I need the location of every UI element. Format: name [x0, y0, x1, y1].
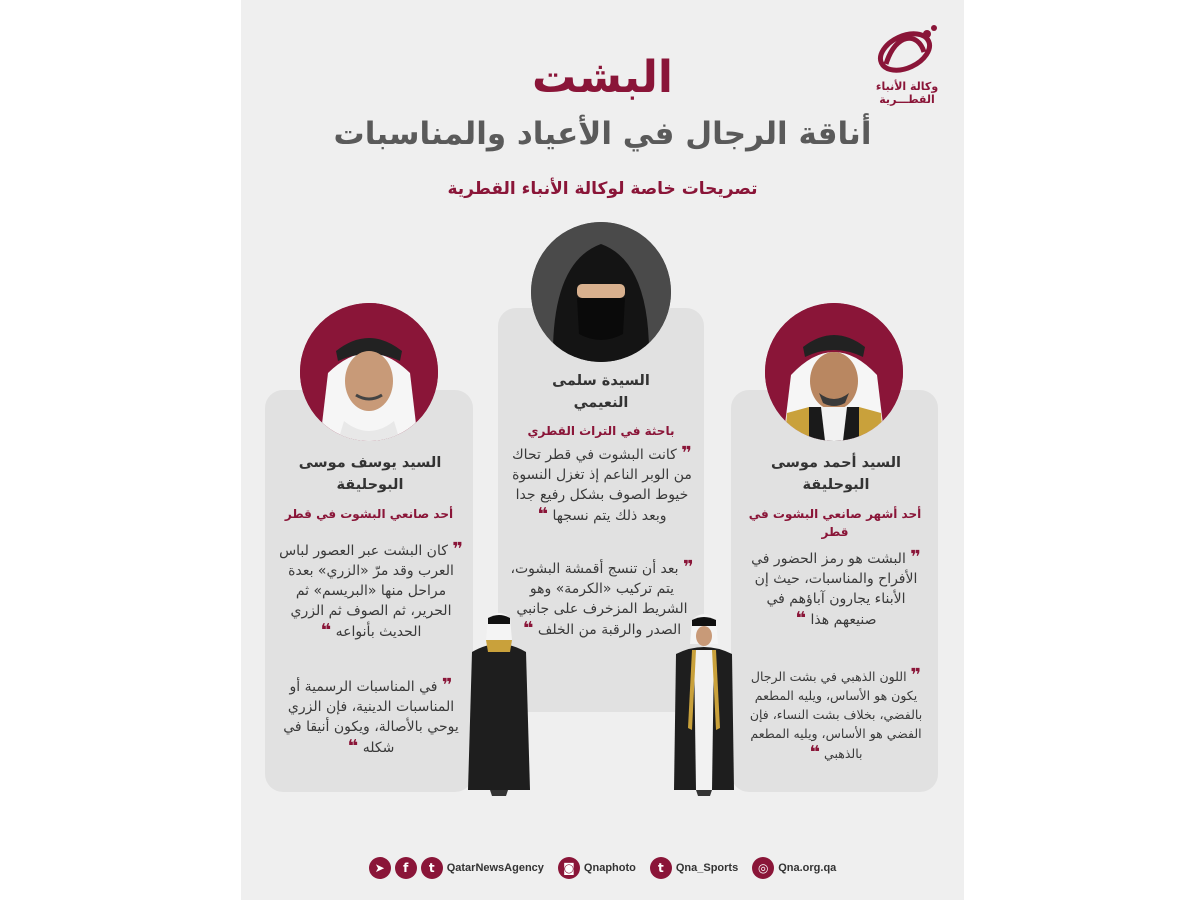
- right-quote-1-text: البشت هو رمز الحضور في الأفراح والمناسبات، حيث إن الأبناء يجارون آباؤهم في صنيعهم هذا: [751, 551, 918, 628]
- right-name-line2: البوحليقة: [802, 477, 870, 493]
- right-quote-2-text: اللون الذهبي في بشت الرجال يكون هو الأساس، ويليه المطعم بالفضي، بخلاف بشت النساء، فإن الفضي هو الأساس، ويليه المطعم بالذهبي: [749, 669, 923, 761]
- facebook-icon[interactable]: f: [395, 857, 417, 879]
- footer-group-photo[interactable]: [558, 857, 636, 879]
- left-person-name: [275, 452, 465, 496]
- bisht-back-icon: [466, 610, 532, 796]
- quote-mark-open-icon: ❞: [452, 539, 463, 560]
- bisht-front-figure: [672, 610, 736, 796]
- center-quote-2-text: بعد أن تنسج أقمشة البشوت، يتم تركيب «الكرمة» وهو الشريط المزخرف على جانبي الصدر والرقبة من الخلف: [510, 561, 688, 638]
- logo-text-line2: القطـــرية: [879, 93, 935, 106]
- quote-mark-open-icon: ❞: [441, 675, 453, 696]
- portrait-left: [300, 303, 438, 441]
- twitter-icon[interactable]: t: [421, 857, 443, 879]
- left-quote-2-text: في المناسبات الرسمية أو المناسبات الدينية، فإن الزري يوحي بالأصالة، ويكون أنيقا في شكله: [283, 679, 459, 756]
- bisht-back-figure: [466, 610, 532, 796]
- center-person-role: باحثة في التراث القطري: [527, 424, 675, 438]
- center-quote-1-text: كانت البشوت في قطر تحاك من الوبر الناعم إذ تغزل النسوة خيوط الصوف بشكل رفيع جدا وبعد ذلك يتم نسجها: [512, 447, 692, 524]
- center-person-name: [508, 370, 694, 414]
- website-link[interactable]: Qna.org.qa: [778, 862, 837, 874]
- telegram-icon[interactable]: ➤: [369, 857, 391, 879]
- left-name-line2: البوحليقة: [336, 477, 404, 493]
- bisht-front-icon: [672, 610, 736, 796]
- right-quote-1: [744, 548, 928, 630]
- page-subtitle: أناقة الرجال في الأعياد والمناسبات: [333, 116, 872, 152]
- page-title: البشت: [532, 52, 673, 103]
- quote-mark-open-icon: ❞: [682, 557, 694, 578]
- woman-portrait-icon: [531, 222, 671, 362]
- quote-mark-open-icon: ❞: [910, 547, 921, 568]
- footer-group-sports[interactable]: [650, 857, 738, 879]
- quote-mark-close-icon: ❝: [522, 618, 534, 639]
- quote-mark-close-icon: ❝: [537, 504, 549, 525]
- footer-group-website[interactable]: [752, 857, 836, 879]
- left-quote-2: [278, 676, 464, 758]
- twitter-icon[interactable]: t: [650, 857, 672, 879]
- right-person-role: أحد أشهر صانعي البشوت في قطر: [748, 507, 922, 539]
- right-person-name: [741, 452, 931, 496]
- quote-mark-close-icon: ❝: [347, 736, 359, 757]
- quote-mark-open-icon: ❞: [910, 665, 922, 686]
- right-name-line1: السيد أحمد موسى: [770, 455, 902, 471]
- man-portrait-icon: [300, 303, 438, 441]
- logo-text-line1: وكالة الأنباء: [875, 80, 939, 93]
- left-name-line1: السيد يوسف موسى: [298, 455, 442, 471]
- quote-mark-open-icon: ❞: [681, 443, 692, 464]
- center-quote-2: [508, 558, 696, 640]
- portrait-right: [765, 303, 903, 441]
- right-quote-2: [740, 666, 932, 763]
- page-tagline: تصريحات خاصة لوكالة الأنباء القطرية: [447, 179, 758, 199]
- quote-mark-close-icon: ❝: [320, 620, 332, 641]
- man-portrait-icon: [765, 303, 903, 441]
- main-handle[interactable]: QatarNewsAgency: [446, 862, 544, 874]
- portrait-center: [531, 222, 671, 362]
- quote-mark-close-icon: ❝: [809, 742, 821, 763]
- sports-handle[interactable]: Qna_Sports: [675, 862, 739, 874]
- center-quote-1: [508, 444, 696, 526]
- center-name-line2: النعيمي: [573, 395, 629, 411]
- globe-icon[interactable]: ◎: [752, 857, 774, 879]
- instagram-icon[interactable]: ◙: [558, 857, 580, 879]
- photo-handle[interactable]: Qnaphoto: [583, 862, 636, 874]
- left-quote-1: [278, 540, 464, 642]
- center-name-line1: السيدة سلمى: [552, 373, 650, 389]
- quote-mark-close-icon: ❝: [795, 608, 807, 629]
- left-person-role: أحد صانعي البشوت في قطر: [284, 507, 454, 521]
- left-quote-1-text: كان البشت عبر العصور لباس العرب وقد مرّ «الزري» بعدة مراحل منها «البريسم» ثم الحرير، ثم الصوف ثم الزري الحديث بأنواعه: [279, 543, 454, 640]
- footer-social-bar: [241, 853, 964, 883]
- footer-group-main[interactable]: [369, 857, 544, 879]
